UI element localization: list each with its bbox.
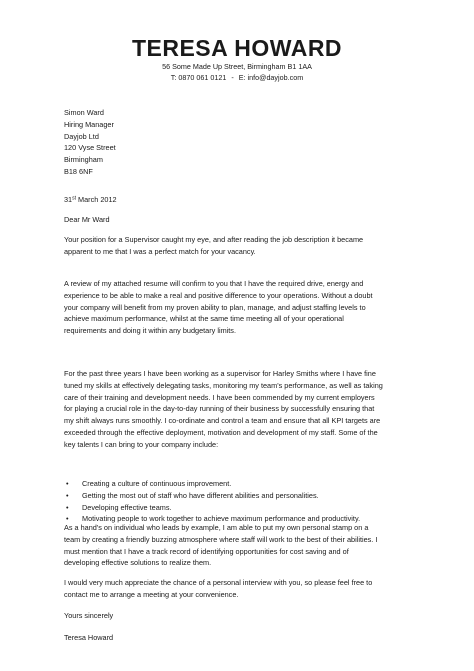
text-line: apparent to me that I was a perfect match for your vacancy. [64, 246, 256, 256]
bullet-icon: • [66, 502, 69, 512]
text-line: Your position for a Supervisor caught my eye, and after reading the job description it became [64, 235, 364, 244]
paragraph-leadership [64, 522, 414, 569]
recipient-line: Hiring Manager [64, 119, 114, 129]
talents-list [64, 478, 414, 525]
list-item [64, 502, 414, 514]
recipient-address [64, 107, 414, 178]
recipient-line: B18 6NF [64, 166, 93, 176]
text-line: for playing a crucial role in the day-to-day running of their business by successfully ensuring that [64, 404, 375, 414]
text-line: I would very much appreciate the chance of a personal interview with you, so please feel free to [64, 578, 373, 587]
recipient-line: Dayjob Ltd [64, 131, 99, 141]
list-item [64, 478, 414, 490]
list-item-text: Getting the most out of staff who have different abilities and personalities. [82, 490, 319, 500]
text-line: developing effective solutions to realize them. [64, 558, 212, 568]
date-rest: March 2012 [76, 195, 117, 204]
list-item-text: Motivating people to work together to achieve maximum performance and productivity. [82, 514, 361, 524]
text-line: contact me to arrange a meeting at your convenience. [64, 589, 239, 599]
recipient-line: Birmingham [64, 155, 103, 165]
contact-separator: - [231, 73, 234, 82]
paragraph-experience [64, 368, 414, 451]
list-item-text: Creating a culture of continuous improvement. [82, 479, 232, 488]
text-line: A review of my attached resume will confirm to you that I have the required drive, energy and [64, 279, 364, 288]
list-item-text: Developing effective teams. [82, 502, 172, 512]
bullet-icon: • [66, 490, 69, 500]
sender-address: 56 Some Made Up Street, Birmingham B1 1AA [162, 62, 312, 71]
sender-name: TERESA HOWARD [131, 35, 343, 61]
text-line: key talents I can bring to your company include: [64, 439, 219, 449]
date-day: 31 [64, 195, 73, 204]
closing: Yours sincerely [64, 611, 114, 620]
text-line: requirements and doing it within any budgetary limits. [64, 326, 236, 336]
text-line: team by creating a friendly buzzing atmosphere where staff will work to the best of their abilities. I [64, 534, 378, 544]
salutation: Dear Mr Ward [64, 215, 110, 224]
text-line: tuned my skills at effectively delegating tasks, monitoring my team's performance, as well as taking [64, 380, 383, 390]
sender-contact [0, 73, 474, 82]
letter-date [64, 194, 414, 206]
list-item [64, 490, 414, 502]
text-line: As a hand's on individual who leads by example, I am able to put my own personal stamp on a [64, 523, 369, 532]
recipient-line: Simon Ward [64, 108, 104, 117]
date-suffix: st [72, 195, 77, 202]
text-line: must mention that I have a track record of identifying opportunities for cost saving and of [64, 546, 349, 556]
signer-name: Teresa Howard [64, 633, 114, 642]
recipient-line: 120 Vyse Street [64, 143, 116, 153]
sender-email: E: info@dayjob.com [238, 73, 304, 82]
text-line: exceeded through the effective deployment, motivation and development of my staff. Some of the [64, 427, 378, 437]
paragraph-resume [64, 278, 414, 337]
text-line: my shift always runs smoothly. I co-ordinate and control a team and ensure that all KPI targets are [64, 416, 381, 426]
text-line: experience to be able to make a real and positive difference to your operations. Without a doubt [64, 290, 373, 300]
paragraph-intro [64, 234, 414, 258]
text-line: achieve maximum performance, whilst at the same time meeting all of your operational [64, 314, 344, 324]
text-line: your company will benefit from my proven ability to plan, manage, and adjust staffing levels to [64, 302, 366, 312]
sender-phone: T: 0870 061 0121 [170, 73, 227, 82]
text-line: For the past three years I have been working as a supervisor for Harley Smiths where I have fine [64, 369, 376, 378]
text-line: care of their training and development needs. I have been commended by my current employers [64, 392, 375, 402]
bullet-icon: • [66, 479, 69, 488]
paragraph-interview [64, 577, 414, 601]
bullet-icon: • [66, 514, 69, 524]
